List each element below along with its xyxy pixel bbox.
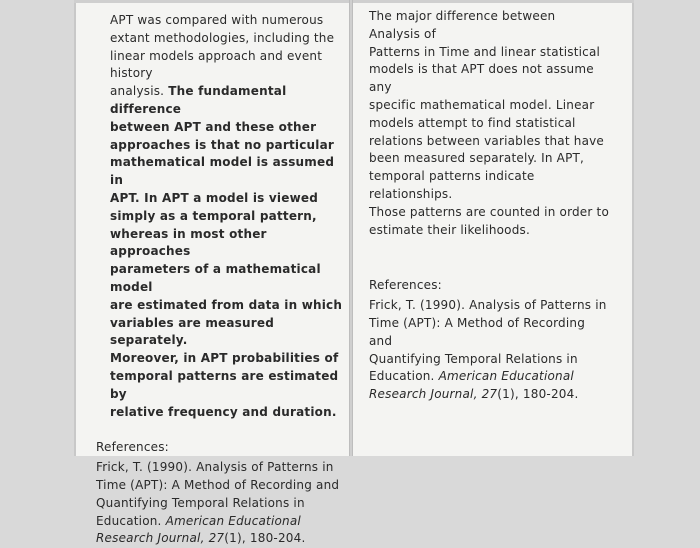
- right-ref-journal: American Educational: [438, 369, 574, 384]
- right-references: [369, 277, 609, 404]
- right-ref-line: Frick, T. (1990). Analysis of Patterns in: [369, 298, 607, 313]
- left-ref-line: [96, 513, 350, 531]
- right-ref-line: [369, 386, 609, 404]
- right-ref-text: (1), 180-204.: [497, 387, 579, 402]
- left-ref-journal: Research Journal, 27: [96, 531, 225, 546]
- left-ref-journal: American Educational: [165, 513, 301, 528]
- right-ref-text: Education.: [369, 369, 439, 384]
- right-ref-line: Time (APT): A Method of Recording and: [369, 315, 586, 348]
- right-paragraph: The major difference between Analysis of Patterns in Time and linear statistical models is that APT does not assume any specific mathematical model. Linear models attempt to find statistical relations between variables that have been measured separately. In APT, temporal patterns indicate relationships. Those patterns are counted in order to estimate their likelihoods.: [369, 9, 609, 237]
- right-ref-line: Quantifying Temporal Relations in: [369, 351, 578, 366]
- left-ref-line: Time (APT): A Method of Recording and: [96, 477, 340, 492]
- left-paragraph-normal: APT was compared with numerous extant methodologies, including the linear models approach and event history analysis.: [110, 13, 335, 99]
- right-references-label: References:: [369, 278, 442, 293]
- table-top-border: [74, 0, 634, 3]
- right-ref-journal: Research Journal, 27: [369, 387, 498, 402]
- left-column: [96, 12, 350, 548]
- left-references-label: References:: [96, 440, 169, 455]
- left-ref-line: Frick, T. (1990). Analysis of Patterns in: [96, 460, 334, 475]
- left-paragraph: [110, 12, 350, 421]
- left-ref-line: Quantifying Temporal Relations in: [96, 495, 305, 510]
- left-ref-text: (1), 180-204.: [224, 531, 306, 546]
- left-ref-text: Education.: [96, 513, 166, 528]
- right-column: [369, 8, 609, 404]
- left-paragraph-bold: The fundamental difference between APT and these other approaches is that no particular mathematical model is assumed in APT. In APT a model is viewed simply as a temporal pattern, whereas in most other approaches parameters of a mathematical model are estimated from data in which variables are measured separately. Moreover, in APT probabilities of temporal patterns are estimated by relative frequency and duration.: [110, 84, 343, 419]
- right-ref-line: [369, 368, 609, 386]
- left-ref-line: [96, 530, 350, 548]
